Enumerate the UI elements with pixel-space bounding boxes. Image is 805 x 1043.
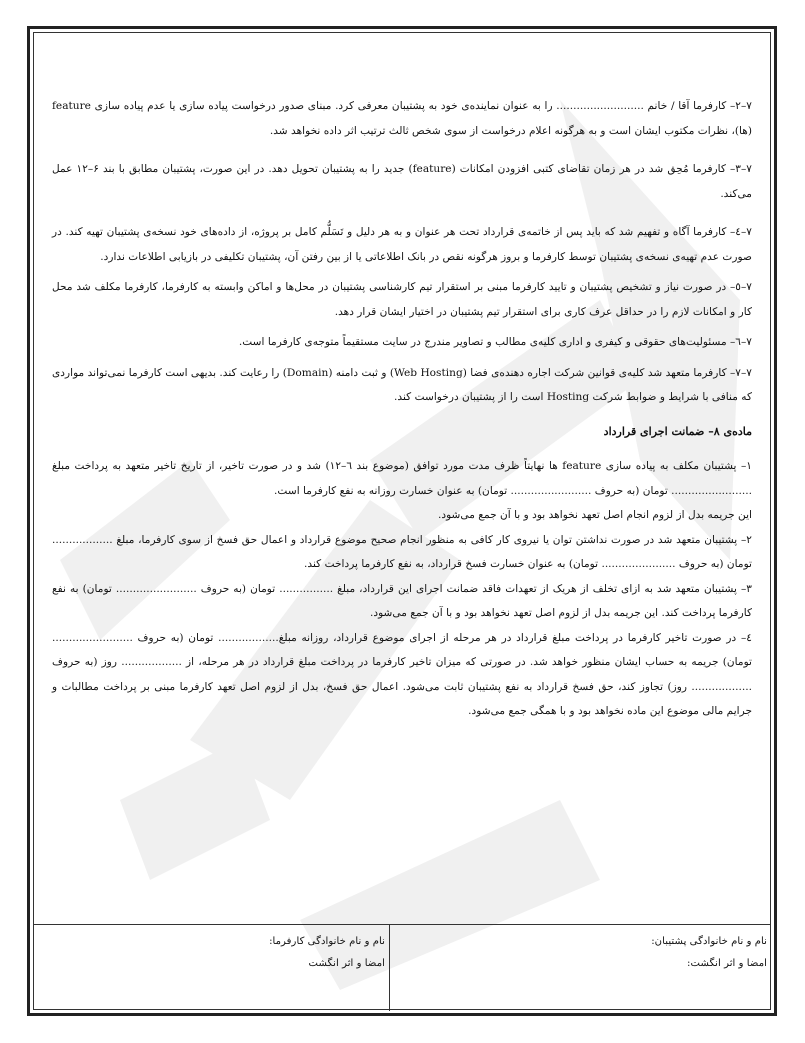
clause-7-5: ۷–٥– در صورت نیاز و تشخیص پشتیبان و تایید کارفرما مبنی بر استقرار تیم کارشناسی پشتیبان در محل‌ها و اماکن وابسته به کارفرما، کارفرما مکلف شد محل کار و امکانات لازم را در حداقل عرف کاری برای استقرار تیم پشتیبان در اختیار ایشان قرار دهد. bbox=[52, 281, 752, 318]
article-8-heading: ماده‌ی ۸– ضمانت اجرای قرارداد bbox=[603, 424, 752, 438]
clause-7-3: ۷–۳– کارفرما مُحِق شد در هر زمان تقاضای کتبی افزودن امکانات (feature) جدید را به پشتیبان تحویل دهد. در این صورت، پشتیبان مطابق با بند ۶–۱۲ عمل می‌کند. bbox=[52, 163, 752, 200]
support-sign-label: امضا و اثر انگشت: bbox=[687, 958, 767, 969]
article-8-item-2: ۲– پشتیبان متعهد شد در صورت نداشتن توان یا نیروی کار کافی به منظور انجام صحیح موضوع قرارداد و اعمال حق فسخ از سوی کارفرما، مبلغ .................. تومان (به حروف ...................... تومان) به عنوان خسارت فسخ قرارداد، به نفع کارفرما پرداخت کند. bbox=[52, 533, 752, 570]
article-8-item-1: ۱– پشتیبان مکلف به پیاده سازی feature ها نهایتاً ظرف مدت مورد توافق (موضوع بند ٦–۱۲) شد و در صورت تاخیر، از تاریخ تاخیر متعهد به پرداخت مبلغ ........................ تومان (به حروف ........................ تومان) به عنوان خسارت روزانه به نفع کارفرما است. bbox=[52, 460, 752, 497]
clause-7-2: ۷–۲– کارفرما آقا / خانم .......................... را به عنوان نماینده‌ی خود به پشتیبان معرفی کرد. مبنای صدور درخواست پیاده سازی یا عدم پیاده سازی feature (ها)، نظرات مکتوب ایشان است و به هرگونه اعلام درخواست از سوی شخص ثالث ترتیب اثر داده نخواهد شد. bbox=[52, 100, 752, 137]
signature-table bbox=[33, 924, 771, 1011]
signature-cell-employer bbox=[33, 925, 389, 1011]
article-8-item-4: ٤– در صورت تاخیر کارفرما در پرداخت مبلغ قرارداد در هر مرحله از اجرای موضوع قرارداد، روزانه مبلغ.................. تومان (به حروف ........................ تومان) جریمه به حساب ایشان منظور خواهد شد. در صورتی که میزان تاخیر کارفرما در پرداخت مبلغ قرارداد در هر مرحله، از .................. روز (به حروف .................. روز) تجاوز کند، حق فسخ قرارداد به نفع پشتیبان ثابت می‌شود. اعمال حق فسخ، بدل از لزوم اصل تعهد کارفرما مبنی بر پرداخت مطالبات و جرایم مالی موضوع این ماده نخواهد بود و با همگی جمع می‌شود. bbox=[52, 631, 752, 717]
clause-7-4: ۷–٤– کارفرما آگاه و تفهیم شد که باید پس از خاتمه‌ی قرارداد تحت هر عنوان و به هر دلیل و تَسَلُّم کامل بر پروژه، از داده‌های خود نسخه‌ی پشتیبان تهیه کند. در صورت عدم تهیه‌ی نسخه‌ی پشتیبان توسط کارفرما و بروز هرگونه نقص در بانک اطلاعاتی یا از بین رفتن آن، پشتیبان تکلیفی در بازیابی اطلاعات ندارد. bbox=[52, 226, 752, 263]
clause-7-6: ۷–٦– مسئولیت‌های حقوقی و کیفری و اداری کلیه‌ی مطالب و تصاویر مندرج در سایت مستقیماً متوجه‌ی کارفرما است. bbox=[238, 336, 752, 348]
signature-cell-support bbox=[389, 925, 771, 1011]
employer-name-label: نام و نام خانوادگی کارفرما: bbox=[269, 936, 385, 947]
support-name-label: نام و نام خانوادگی پشتیبان: bbox=[651, 936, 767, 947]
article-8-item-3: ۳– پشتیبان متعهد شد به ازای تخلف از هریک از تعهدات فاقد ضمانت اجرای این قرارداد، مبلغ ................ تومان (به حروف ........................ تومان) به نفع کارفرما پرداخت کند. این جریمه بدل از لزوم اصل تعهد نخواهد بود و با آن جمع می‌شود. bbox=[52, 582, 752, 619]
contract-body bbox=[52, 94, 752, 724]
clause-7-7: ۷–۷– کارفرما متعهد شد کلیه‌ی قوانین شرکت اجاره دهنده‌ی فضا (Web Hosting) و ثبت دامنه (Domain) را رعایت کند. بدیهی است کارفرما نمی‌تواند مواردی که منافی با شرایط و ضوابط شرکت Hosting است را از پشتیبان درخواست کند. bbox=[52, 366, 752, 403]
employer-sign-label: امضا و اثر انگشت bbox=[308, 958, 385, 969]
article-8-item-1-note: این جریمه بدل از لزوم انجام اصل تعهد نخواهد بود و با آن جمع می‌شود. bbox=[438, 509, 752, 521]
